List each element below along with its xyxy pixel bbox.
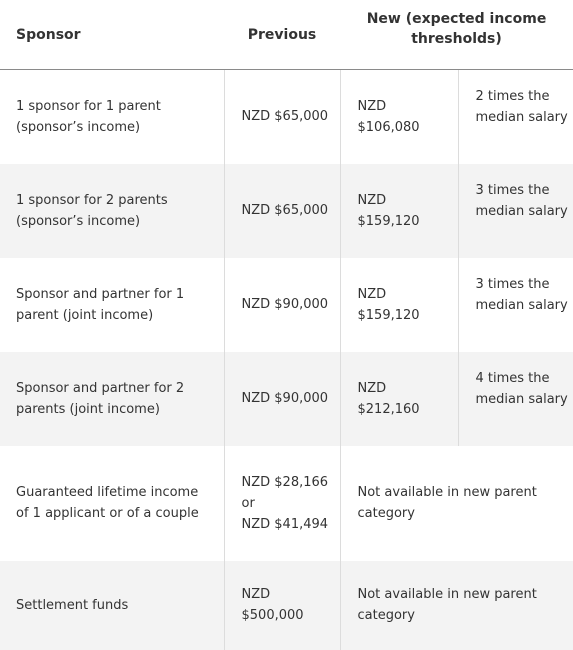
header-sponsor: Sponsor (0, 0, 224, 70)
new-amount-cell: NZD $159,120 (340, 164, 458, 258)
table-row (0, 164, 573, 258)
previous-cell: NZD $90,000 (224, 352, 340, 446)
sponsor-cell: 1 sponsor for 1 parent (sponsor’s income) (16, 98, 161, 135)
new-amount-cell: NZD $106,080 (340, 70, 458, 164)
table-row (0, 70, 573, 164)
previous-amount-line: NZD $41,494 (241, 516, 329, 532)
previous-cell: NZD $65,000 (224, 70, 340, 164)
new-text-cell: Not available in new parent category (340, 446, 573, 561)
previous-cell: NZD $65,000 (224, 164, 340, 258)
previous-cell (224, 446, 340, 561)
table-row (0, 258, 573, 352)
table-row (0, 446, 573, 561)
new-note-cell: 3 times the median salary (458, 164, 573, 258)
previous-cell: NZD $500,000 (224, 561, 340, 650)
new-amount-cell: NZD $212,160 (340, 352, 458, 446)
sponsor-cell: Settlement funds (0, 561, 224, 650)
new-note-cell: 3 times the median salary (458, 258, 573, 352)
new-note-cell: 2 times the median salary (458, 70, 573, 164)
table-header-row (0, 0, 573, 70)
previous-cell: NZD $90,000 (224, 258, 340, 352)
previous-amount-line: NZD $28,166 (241, 474, 329, 490)
sponsor-cell: Guaranteed lifetime income of 1 applicant or of a couple (16, 485, 199, 521)
previous-or-line: or (241, 495, 255, 511)
table-row (0, 561, 573, 650)
sponsor-cell: Sponsor and partner for 1 parent (joint income) (16, 286, 185, 323)
new-note-cell: 4 times the median salary (458, 352, 573, 446)
new-amount-cell: NZD $159,120 (340, 258, 458, 352)
header-previous: Previous (224, 0, 340, 70)
header-new-thresholds: New (expected income thresholds) (340, 0, 573, 70)
new-text-cell: Not available in new parent category (340, 561, 573, 650)
sponsor-cell: Sponsor and partner for 2 parents (joint income) (0, 352, 224, 446)
sponsor-cell: 1 sponsor for 2 parents (sponsor’s income) (0, 164, 224, 258)
table-row (0, 352, 573, 446)
